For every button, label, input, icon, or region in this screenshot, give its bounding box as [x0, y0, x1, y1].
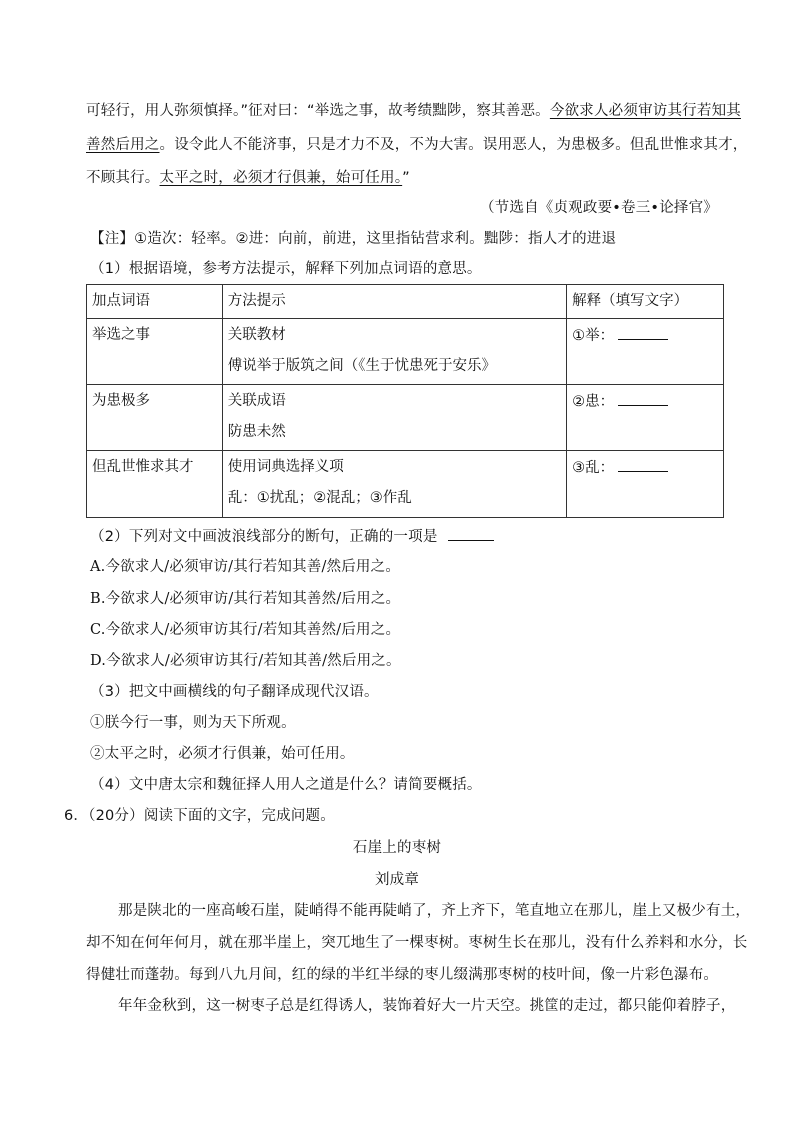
passage-text: 可轻行，用人弥须慎择。”征对曰：“举选之事，故考绩黜陟，察其善恶。 — [86, 103, 550, 119]
article-title: 石崖上的枣树 — [352, 840, 442, 856]
annotation-note: 【注】①造次：轻率。②进：向前，前进，这里指钻营求利。黜陟：指人才的进退 — [90, 231, 617, 247]
option-d: D.今欲求人/必须审访其行/若知其善/然后用之。 — [90, 653, 401, 669]
passage-text: 不顾其行。 — [86, 170, 160, 186]
table-row — [87, 385, 724, 451]
answer-blank[interactable] — [618, 457, 668, 472]
q2-prompt — [90, 526, 494, 547]
table-row — [87, 451, 724, 518]
passage-source: （节选自《贞观政要•卷三•论择官》 — [479, 200, 718, 216]
passage-text: ” — [402, 170, 410, 186]
option-b: B.今欲求人/必须审访/其行若知其善然/后用之。 — [90, 591, 401, 607]
header-cell: 加点词语 — [87, 285, 223, 319]
answer-blank[interactable] — [448, 526, 494, 541]
hint-line: 关联教材 — [227, 327, 286, 343]
passage-line-3 — [86, 168, 410, 188]
answer-cell[interactable] — [567, 319, 724, 385]
answer-label: ①举： — [572, 328, 615, 344]
word-cell: 为患极多 — [87, 385, 223, 451]
passage-line-2 — [86, 135, 748, 155]
table-header-row — [87, 285, 724, 319]
article-para-line: 年年金秋到，这一树枣子总是红得诱人，装饰着好大一片天空。挑筐的走过，都只能仰着脖子， — [118, 998, 736, 1014]
wavy-underlined-text: 善然后用之 — [86, 137, 160, 153]
passage-text: 。设令此人不能济事，只是才力不及，不为大害。误用恶人，为患极多。但乱世惟求其才， — [159, 137, 748, 153]
hint-cell — [222, 451, 566, 518]
underlined-sentence: 太平之时，必须才行俱兼，始可任用。 — [159, 170, 403, 186]
answer-label: ③乱： — [572, 460, 615, 476]
q1-prompt: （1）根据语境，参考方法提示，解释下列加点词语的意思。 — [90, 261, 482, 277]
answer-blank[interactable] — [618, 325, 668, 340]
header-cell: 解释（填写文字） — [567, 285, 724, 319]
header-cell: 方法提示 — [222, 285, 566, 319]
hint-line: 乱：①扰乱；②混乱；③作乱 — [227, 490, 412, 506]
hint-cell — [222, 385, 566, 451]
answer-blank[interactable] — [618, 391, 668, 406]
q3-item-2: ②太平之时，必须才行俱兼，始可任用。 — [90, 746, 355, 762]
hint-line: 防患未然 — [227, 424, 286, 440]
passage-line-1 — [86, 101, 741, 121]
q3-item-1: ①朕今行一事，则为天下所观。 — [90, 715, 296, 731]
article-para-line: 得健壮而蓬勃。每到八九月间，红的绿的半红半绿的枣儿缀满那枣树的枝叶间，像一片彩色瀑布。 — [86, 967, 719, 983]
article-author: 刘成章 — [374, 872, 420, 888]
article-para-line: 却不知在何年何月，就在那半崖上，突兀地生了一棵枣树。枣树生长在那儿，没有什么养料和水分，长 — [86, 935, 748, 951]
wavy-underlined-text: 今欲求人必须审访其行若知其 — [549, 103, 741, 119]
hint-line: 傅说举于版筑之间（《生于忧患死于安乐》 — [227, 358, 497, 374]
method-table — [86, 284, 724, 518]
q4-prompt: （4）文中唐太宗和魏征择人用人之道是什么？请简要概括。 — [90, 777, 482, 793]
q3-prompt: （3）把文中画横线的句子翻译成现代汉语。 — [90, 684, 379, 700]
option-a: A.今欲求人/必须审访/其行若知其善/然后用之。 — [90, 559, 401, 575]
q2-prompt-text: （2）下列对文中画波浪线部分的断句，正确的一项是 — [90, 529, 438, 545]
option-c: C.今欲求人/必须审访其行/若知其善然/后用之。 — [90, 622, 401, 638]
answer-label: ②患： — [572, 394, 615, 410]
word-cell: 举选之事 — [87, 319, 223, 385]
hint-cell — [222, 319, 566, 385]
q6-header: 6．（20分）阅读下面的文字，完成问题。 — [64, 808, 335, 824]
word-cell: 但乱世惟求其才 — [87, 451, 223, 518]
answer-cell[interactable] — [567, 385, 724, 451]
article-para-line: 那是陕北的一座高峻石崖，陡峭得不能再陡峭了，齐上齐下，笔直地立在那儿，崖上又极少有土， — [118, 903, 751, 919]
hint-line: 使用词典选择义项 — [227, 459, 344, 475]
hint-line: 关联成语 — [227, 393, 286, 409]
table-row — [87, 319, 724, 385]
answer-cell[interactable] — [567, 451, 724, 518]
